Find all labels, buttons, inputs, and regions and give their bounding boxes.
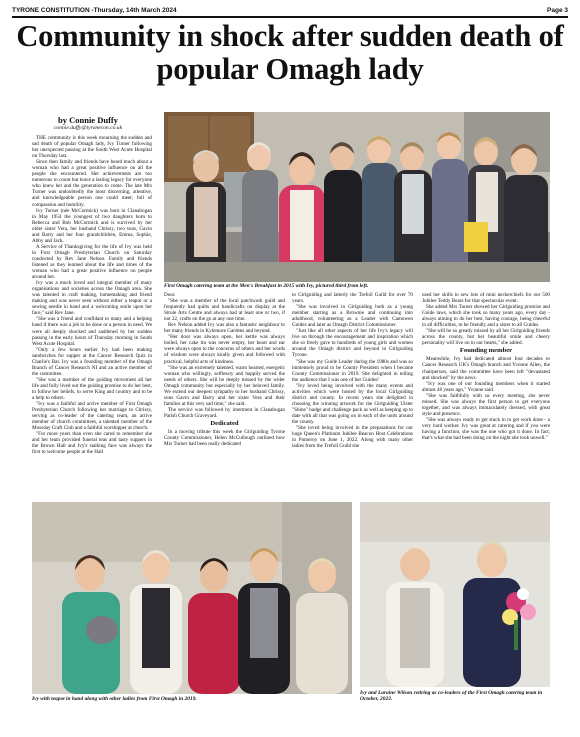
paragraph: Rev Nelson added Ivy was also a fantastic neighbour to her many friends in Kylemore Gardens and beyond. — [164, 322, 285, 335]
article-column-2 — [164, 292, 285, 498]
paragraph: "Ivy was one of our founding members when it started almost 40 years ago," Yvonne said. — [422, 380, 550, 393]
catering-team-illustration — [164, 112, 550, 282]
paragraph: "She was always ready to get stuck in to get work done - a very hard worker. Ivy was great at catering and if you were having a function, she was the one who got it done. In fact, that's what she had been doing on the night she took unwell." — [422, 416, 550, 442]
ivy-laraine-illustration — [360, 502, 550, 687]
paragraph: "Only a few hours earlier Ivy had been making sandwiches for supper at the Cancer Research Quiz in Charlie's Bar. Ivy was a founding member of the Omagh Branch of Cancer Research NI and an active member of the committee. — [32, 346, 152, 377]
caption-top-photo: First Omagh catering team at the Men's Breakfast in 2015 with Ivy, pictured third from left. — [164, 283, 369, 289]
paragraph: "She was involved in Girlguiding both as a young member starting as a Brownie and continuing into adulthood, volunteering as a Leader with Camowen Guides and later as Omagh District Commissioner. — [292, 304, 413, 329]
paragraph: Ivy was a much loved and integral member of many organisations and societies across the Omagh area. She was talented in craft making, homemaking and friend making and was never seen without either a teapot or a sewing needle in hand and a welcoming smile upon her face," said Rev Jane. — [32, 280, 152, 317]
subheading-founding-member: Founding member — [459, 347, 513, 355]
caption-bottom-left-photo: Ivy with teapot in hand along with other ladies from First Omagh in 2019. — [32, 696, 197, 702]
paragraph: "She was a friend and confidant to many and a helping hand if there was a job to be done or a person in need. We were all deeply shocked and saddened by her sudden passing in the early hours of Thursday morning in South West Acute Hospital. — [32, 316, 152, 347]
paragraph: used her skills to sew lots of mini neckerchiefs for our 500 Jubilee Teddy Bears for that spectacular event. — [422, 292, 550, 305]
paragraph: "She was a member of the local patchwork guild and frequently had quilts and handicrafts on display at the Strule Arts Centre and always had at least one or two, if not 22, crafts on the go at any one time. — [164, 298, 285, 323]
article-column-4 — [422, 292, 550, 498]
subheading-dedicated: Dedicated — [210, 419, 239, 427]
paragraph: A Service of Thanksgiving for the life of Ivy was held in First Omagh Presbyterian Church on Saturday conducted by Rev Jane Nelson. Family and friends listened as they learned about the life and times of the woman who had a great positive influence on people around her. — [32, 243, 152, 281]
paragraph: "She was a member of the guiding movement all her life and fully lived out the guiding promise to do her best, to follow her beliefs, to serve King and country and to be a help to others. — [32, 376, 152, 402]
paragraph: "Ivy was a faithful and active member of First Omagh Presbyterian Church following her marriage to Chrissy, serving as co-leader of the catering team, an active member of church committees, a talented member of the Mossday Craft Club and a faithful worshipper at church. — [32, 401, 152, 432]
paragraph: Ivy Turner (née McCormick) was born in Clanabogan in May 1954 the youngest of two daughters born to Rebecca and Bob McCormick and is survived by her older sister Vera, her husband Chrissy, two sons, Gavin and Barry and her four grandchildren, Emma, Sophie, Abby and Jack. — [32, 207, 152, 244]
paragraph: "She was an extremely talented, warm hearted, energetic woman who willingly, selflessly and happily served the needs of others. She will be deeply missed by the wider Omagh community but especially by her beloved family. We extend our deepest sympathy to her husband Chrissy, sons Gavin and Barry and her sister Vera and their families at this very sad time," she said. — [164, 364, 285, 407]
masthead-rule — [12, 16, 568, 18]
paragraph: to Girlguiding and latterly the Trefoil Guild for over 70 years. — [292, 292, 413, 305]
paragraph: "For more years than even she cared to remember she and her team provided funeral teas and tasty suppers in the Brown Hall and Ivy's stalking face was always the first to welcome people at the Hall — [32, 431, 152, 456]
article-column-3 — [292, 292, 413, 498]
byline-name: by Connie Duffy — [58, 115, 118, 125]
caption-bottom-right-photo: Ivy and Laraine Wilson retiring as co-leaders of the First Omagh catering team in October, 2023. — [360, 690, 543, 703]
paragraph: "She was my Guide Leader during the 1980s and was so immensely proud to be County President when I became County Commissioner in 2019. She delighted in telling the audience that I was one of her Guides! — [292, 358, 413, 383]
paragraph: "She will be so greatly missed by all her Girlguiding friends across the county, but her beautiful smile and cheery personality will live on in our hearts," she added. — [422, 328, 550, 347]
paragraph: Meanwhile, Ivy had dedicated almost four decades to Cancer Research UK's Omagh branch and Yvonne Allen, the chairperson, said the committee have been left "devastated and shocked" by the news. — [422, 356, 550, 381]
paragraph: In a moving tribute this week the Girlguiding Tyrone County Commissioner, Helen McCullough outlined how Mrs Turner had been really dedicated — [164, 428, 285, 448]
paragraph: "She loved being involved in the preparations for our huge Queen's Platinum Jubilee Beacon Host Celebrations in Pomeroy on June 1, 2022. Along with many other ladies from the Trefoil Guild she — [292, 425, 413, 450]
paragraph: She added Mrs Turner showed her Girlguiding promise and Guide laws, which she took so many years ago, every day - always aiming to do her best, having courage, being cheerful in all difficulties, to be friendly and a sister to all Guides. — [422, 304, 550, 329]
photo-catering-team-2015 — [164, 112, 550, 282]
paragraph: "Ivy loved being involved with the many events and activities which were hosted by the local Girlguiding district and county. In recent years she delighted in choosing the winning artwork for the Girlguiding Ulster "Shine" badge and challenge pack as well as keeping up to date with all that was going on in each of the units around the county. — [292, 382, 413, 425]
paragraph: THE community is this week mourning the sudden and sad death of popular Omagh lady, Ivy Turner following her unexpected passing at the South West Acute Hospital on Thursday last. — [32, 135, 152, 160]
paragraph: "Her door was always open, her kettle was always boiled, her cake tin was never empty, her heart and ear were always open to the concerns of others and her words of wisdom were always kindly given and followed with practical, helpful acts of kindness. — [164, 334, 285, 365]
masthead — [12, 5, 568, 16]
photo-ladies-2019 — [32, 502, 352, 694]
photo-ivy-and-laraine-2023 — [360, 502, 550, 687]
byline — [38, 115, 138, 131]
ladies-2019-illustration — [32, 502, 352, 694]
byline-email[interactable]: connie.duffy@tyronecon.co.uk — [53, 125, 123, 131]
paragraph: "She was faithfully with us every meeting, she never missed. She was always the first person to get everyone together, and was always immaculately dressed, with great style and presence. — [422, 392, 550, 417]
masthead-page-number: Page 3 — [547, 7, 568, 14]
article-column-1 — [32, 135, 152, 497]
paragraph: The service was followed by interment in Clanabogan Parish Church Graveyard. — [164, 406, 285, 419]
paragraph: "Just like all other aspects of her life Ivy's legacy will live on through the encouragement and inspiration which she so freely gave to hundreds of young girls and women around the Omagh district and beyond in Girlguiding Tyrone. — [292, 328, 413, 359]
headline: Community in shock after sudden death of popular Omagh lady — [16, 19, 564, 86]
masthead-publication: TYRONE CONSTITUTION -Thursday, 14th March 2024 — [12, 7, 177, 14]
paragraph: Door. — [164, 292, 176, 298]
paragraph: Since then family and friends have heard much about a woman who had a great positive influence on all the people she encountered. Her achievements are too numerous to count but leave a lasting legacy for everyone who knew her and the generation to come. The late Mrs Turner was undoubtedly the most discerning, attentive, and knowledgeable person one could meet; full of compassion and humility. — [32, 159, 152, 208]
